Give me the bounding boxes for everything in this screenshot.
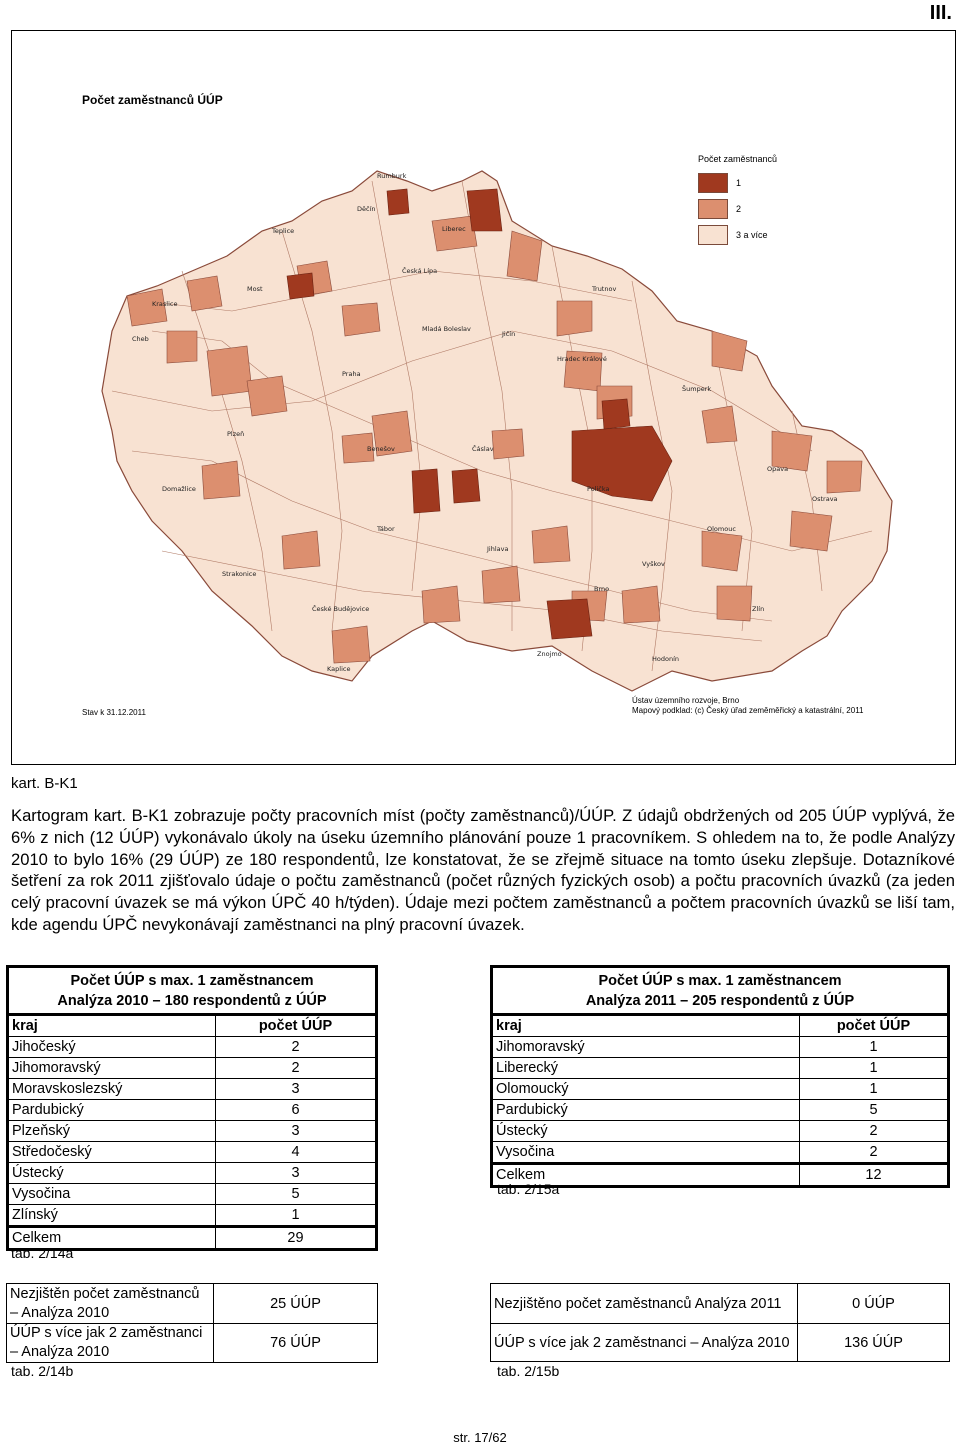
cell-pocet: 2 [216, 1058, 377, 1079]
cartogram-map [12, 31, 955, 764]
table-row [8, 1121, 377, 1142]
cell-kraj: Jihočeský [8, 1037, 216, 1058]
svg-text:Teplice: Teplice [272, 227, 295, 235]
table-2-15a [490, 965, 950, 1188]
col-header-kraj: kraj [492, 1015, 800, 1037]
table-title-line-1: Počet ÚÚP s max. 1 zaměstnancem [70, 973, 314, 989]
cell-pocet: 5 [800, 1100, 949, 1121]
svg-text:Tábor: Tábor [377, 525, 395, 533]
table-label: tab. 2/15b [497, 1363, 560, 1379]
table-row [8, 1100, 377, 1121]
legend-item [698, 170, 777, 196]
cell-pocet: 1 [800, 1058, 949, 1079]
total-value: 29 [216, 1227, 377, 1250]
table-title [8, 967, 377, 1015]
table-row [8, 1079, 377, 1100]
cell-pocet: 3 [216, 1079, 377, 1100]
cell-kraj: Zlínský [8, 1205, 216, 1227]
table-label: tab. 2/14b [11, 1363, 74, 1379]
svg-text:Plzeň: Plzeň [227, 430, 245, 438]
table-title-line-2: Analýza 2011 – 205 respondentů z ÚÚP [585, 993, 855, 1009]
table-row [492, 1142, 949, 1164]
cell-kraj: Moravskoslezský [8, 1079, 216, 1100]
box-row-value: 0 ÚÚP [798, 1284, 950, 1324]
total-label: Celkem [8, 1227, 216, 1250]
svg-text:Olomouc: Olomouc [707, 525, 736, 533]
cell-kraj: Středočeský [8, 1142, 216, 1163]
svg-text:Praha: Praha [342, 370, 361, 378]
svg-text:Ostrava: Ostrava [812, 495, 838, 503]
legend-item [698, 222, 777, 248]
svg-text:Hodonín: Hodonín [652, 655, 680, 663]
map-date: Stav k 31.12.2011 [82, 708, 146, 717]
cell-kraj: Liberecký [492, 1058, 800, 1079]
cell-kraj: Pardubický [8, 1100, 216, 1121]
table-row [8, 1163, 377, 1184]
svg-text:Liberec: Liberec [442, 225, 466, 233]
svg-text:Polička: Polička [587, 485, 610, 493]
table-2-14a [6, 965, 378, 1251]
cell-pocet: 3 [216, 1121, 377, 1142]
cell-kraj: Vysočina [8, 1184, 216, 1205]
cell-pocet: 2 [216, 1037, 377, 1058]
map-credit-line-1: Ústav územního rozvoje, Brno [632, 696, 740, 705]
box-row-value: 25 ÚÚP [214, 1284, 378, 1324]
total-label: Celkem [492, 1164, 800, 1187]
svg-text:Mladá Boleslav: Mladá Boleslav [422, 325, 471, 333]
box-row-value: 136 ÚÚP [798, 1324, 950, 1362]
cell-kraj: Ústecký [492, 1121, 800, 1142]
cell-kraj: Olomoucký [492, 1079, 800, 1100]
legend-swatch-2 [698, 199, 728, 219]
svg-text:Kaplice: Kaplice [327, 665, 351, 673]
cell-pocet: 1 [800, 1037, 949, 1058]
svg-text:Znojmo: Znojmo [537, 650, 562, 658]
svg-text:Jičín: Jičín [502, 330, 516, 338]
table-row [492, 1058, 949, 1079]
svg-text:Strakonice: Strakonice [222, 570, 257, 578]
cell-pocet: 3 [216, 1163, 377, 1184]
legend-label: 1 [736, 178, 742, 188]
col-header-pocet: počet ÚÚP [800, 1015, 949, 1037]
cell-pocet: 2 [800, 1121, 949, 1142]
svg-text:Zlín: Zlín [752, 605, 765, 613]
cell-pocet: 2 [800, 1142, 949, 1164]
table-row [8, 1037, 377, 1058]
svg-text:Opava: Opava [767, 465, 789, 473]
legend-item [698, 196, 777, 222]
box-row-label: Nezjištěno počet zaměstnanců Analýza 2011 [491, 1284, 798, 1324]
map-title: Počet zaměstnanců ÚÚP [82, 93, 223, 107]
table-row [8, 1058, 377, 1079]
svg-text:Benešov: Benešov [367, 445, 395, 453]
cell-kraj: Jihomoravský [8, 1058, 216, 1079]
page-number: str. 17/62 [453, 1430, 507, 1445]
legend-label: 3 a více [736, 230, 768, 240]
svg-text:Cheb: Cheb [132, 335, 149, 343]
table-title [492, 967, 949, 1015]
svg-text:Děčín: Děčín [357, 205, 376, 213]
total-value: 12 [800, 1164, 949, 1187]
box-row-label: Nezjištěn počet zaměstnanců – Analýza 2010 [7, 1284, 214, 1324]
map-credit [632, 696, 864, 716]
table-title-line-2: Analýza 2010 – 180 respondentů z ÚÚP [57, 993, 327, 1009]
cell-kraj: Plzeňský [8, 1121, 216, 1142]
legend-title: Počet zaměstnanců [698, 154, 778, 164]
table-row [8, 1142, 377, 1163]
table-title-line-1: Počet ÚÚP s max. 1 zaměstnancem [598, 973, 842, 989]
table-label: tab. 2/15a [497, 1181, 560, 1197]
map-credit-line-2: Mapový podklad: (c) Český úřad zeměměřický a katastrální, 2011 [632, 706, 864, 715]
body-paragraph: Kartogram kart. B-K1 zobrazuje počty pracovních míst (počty zaměstnanců)/ÚÚP. Z údajů obdržených od 205 ÚÚP vyplývá, že 6% z nich (12 ÚÚP) vykonávalo úkoly na úseku územního plánování pouze 1 pracovníkem. S ohledem na to, že podle Analýzy 2010 to bylo 16% (29 ÚÚP) ze 180 respondentů, lze konstatovat, že se zřejmě situace na tomto úseku zlepšuje. Dotazníkové šetření za rok 2011 zjišťovalo údaje o počtu zaměstnanců (počet různých fyzických osob) a počtu pracovních úvazků (za jeden celý pracovní úvazek se má výkon ÚPČ 40 h/týden). Údaje mezi počtem zaměstnanců a počtem pracovních úvazků se liší tam, kde agendu ÚPČ nevykonávají zaměstnanci na plný pracovní úvazek. [11, 806, 955, 934]
svg-text:Most: Most [247, 285, 263, 293]
cell-kraj: Vysočina [492, 1142, 800, 1164]
box-row-label: ÚÚP s více jak 2 zaměstnanci – Analýza 2010 [7, 1324, 214, 1363]
svg-text:Domažlice: Domažlice [162, 485, 196, 493]
cell-pocet: 4 [216, 1142, 377, 1163]
svg-text:České Budějovice: České Budějovice [312, 605, 370, 613]
cell-pocet: 1 [216, 1205, 377, 1227]
svg-text:Hradec Králové: Hradec Králové [557, 355, 607, 363]
table-row [492, 1037, 949, 1058]
table-row [8, 1184, 377, 1205]
table-2-14b [6, 1283, 378, 1363]
cell-kraj: Ústecký [8, 1163, 216, 1184]
table-label: tab. 2/14a [11, 1245, 74, 1261]
table-row [492, 1079, 949, 1100]
chapter-number: III. [929, 2, 952, 24]
col-header-kraj: kraj [8, 1015, 216, 1037]
cell-pocet: 1 [800, 1079, 949, 1100]
svg-text:Šumperk: Šumperk [682, 385, 712, 393]
map-caption: kart. B-K1 [11, 775, 78, 792]
svg-text:Čáslav: Čáslav [472, 445, 494, 453]
box-row-value: 76 ÚÚP [214, 1324, 378, 1363]
map-legend [698, 154, 777, 248]
map-frame [11, 30, 956, 765]
svg-text:Trutnov: Trutnov [592, 285, 617, 293]
legend-swatch-1 [698, 173, 728, 193]
cell-pocet: 5 [216, 1184, 377, 1205]
table-row [492, 1121, 949, 1142]
svg-text:Rumburk: Rumburk [377, 172, 407, 180]
legend-swatch-3 [698, 225, 728, 245]
svg-text:Česká Lípa: Česká Lípa [402, 267, 438, 275]
col-header-pocet: počet ÚÚP [216, 1015, 377, 1037]
cell-pocet: 6 [216, 1100, 377, 1121]
cell-kraj: Pardubický [492, 1100, 800, 1121]
svg-text:Brno: Brno [594, 585, 610, 593]
cell-kraj: Jihomoravský [492, 1037, 800, 1058]
table-2-15b [490, 1283, 950, 1362]
table-row [8, 1205, 377, 1227]
box-row-label: ÚÚP s více jak 2 zaměstnanci – Analýza 2010 [491, 1324, 798, 1362]
table-row [492, 1100, 949, 1121]
svg-text:Kraslice: Kraslice [152, 300, 178, 308]
svg-text:Vyškov: Vyškov [642, 560, 665, 568]
svg-text:Jihlava: Jihlava [487, 545, 509, 553]
legend-label: 2 [736, 204, 742, 214]
